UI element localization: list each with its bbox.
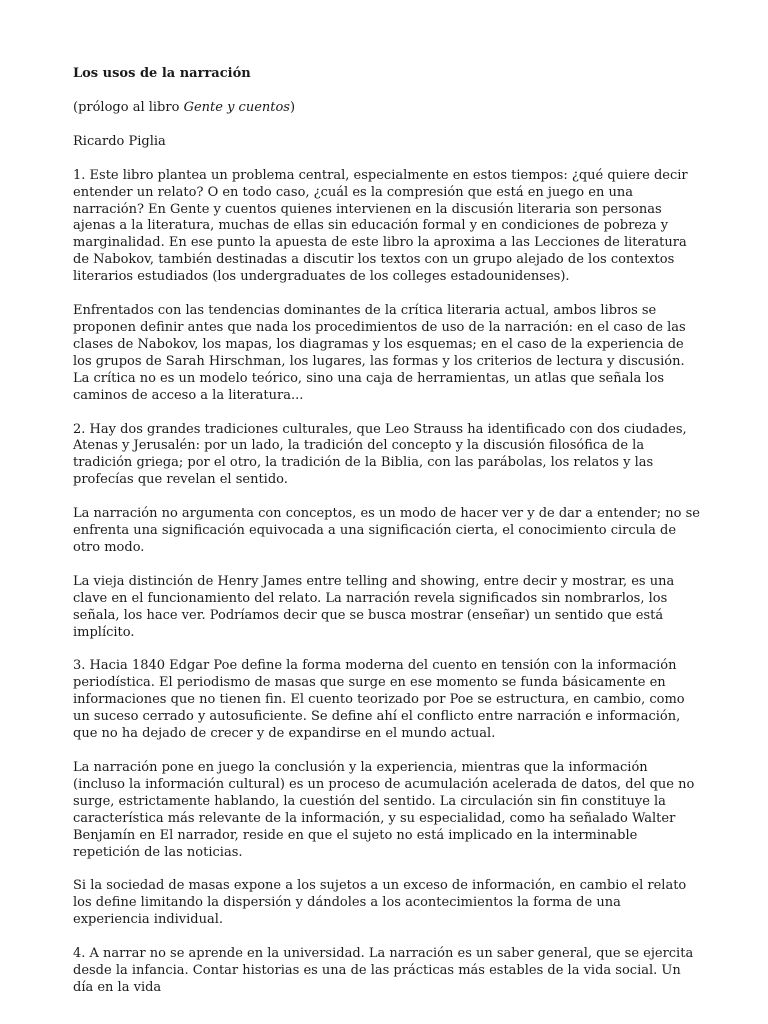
- body-text: [73, 168, 701, 997]
- subtitle-suffix: ): [289, 99, 296, 115]
- document-title: Los usos de la narración: [73, 66, 251, 81]
- subtitle-prefix: (prólogo al libro: [73, 99, 184, 115]
- paragraph-3: 2. Hay dos grandes tradiciones culturales, que Leo Strauss ha identificado con dos ciudades, Atenas y Jerusalén: por un lado, la tradición del concepto y la discusión filosófica de la tradición griega; por el otro, la tradición de la Biblia, con las parábolas, los relatos y las profecías que revelan el sentido.: [73, 421, 687, 488]
- paragraph-2: Enfrentados con las tendencias dominantes de la crítica literaria actual, ambos libros se proponen definir antes que nada los procedimientos de uso de la narración: en el caso de las clases de Nabokov, los mapas, los diagramas y los esquemas; en el caso de la experiencia de los grupos de Sarah Hirschman, los lugares, las formas y los criterios de lectura y discusión. La crítica no es un modelo teórico, sino una caja de herramientas, un atlas que señala los caminos de acceso a la literatura...: [73, 303, 686, 403]
- book-title: Gente y cuentos: [183, 99, 290, 115]
- paragraph-7: La narración pone en juego la conclusión y la experiencia, mientras que la información (incluso la información cultural) es un proceso de acumulación acelerada de datos, del que no surge, estrictamente hablando, la cuestión del sentido. La circulación sin fin constituye la característica más relevante de la información, y su especialidad, como ha señalado Walter Benjamín en El narrador, reside en que el sujeto no está implicado en la interminable repetición de las noticias.: [73, 760, 695, 860]
- paragraph-1: 1. Este libro plantea un problema central, especialmente en estos tiempos: ¿qué quiere decir entender un relato? O en todo caso, ¿cuál es la compresión que está en juego en una narración? En Gente y cuentos quienes intervienen en la discusión literaria son personas ajenas a la literatura, muchas de ellas sin educación formal y en condiciones de pobreza y marginalidad. En ese punto la apuesta de este libro la aproxima a las Lecciones de literatura de Nabokov, también destinadas a discutir los textos con un grupo alejado de los contextos literarios estudiados (los undergraduates de los colleges estadounidenses).: [73, 167, 688, 285]
- paragraph-5: La vieja distinción de Henry James entre telling and showing, entre decir y mostrar, es una clave en el funcionamiento del relato. La narración revela significados sin nombrarlos, los señala, los hace ver. Podríamos decir que se busca mostrar (enseñar) un sentido que está implícito.: [73, 573, 675, 640]
- document-subtitle: [73, 100, 701, 117]
- paragraph-8: Si la sociedad de masas expone a los sujetos a un exceso de información, en cambio el relato los define limitando la dispersión y dándoles a los acontecimientos la forma de una experiencia individual.: [73, 878, 687, 928]
- paragraph-9: 4. A narrar no se aprende en la universidad. La narración es un saber general, que se ejercita desde la infancia. Contar historias es una de las prácticas más estables de la vida social. Un día en la vida: [73, 946, 694, 995]
- paragraph-4: La narración no argumenta con conceptos, es un modo de hacer ver y de dar a entender; no se enfrenta una significación equivocada a una significación cierta, el conocimiento circula de otro modo.: [73, 506, 700, 555]
- author-name: Ricardo Piglia: [73, 133, 166, 149]
- document-page: [73, 66, 701, 997]
- paragraph-6: 3. Hacia 1840 Edgar Poe define la forma moderna del cuento en tensión con la información periodística. El periodismo de masas que surge en ese momento se funda básicamente en informaciones que no tienen fin. El cuento teorizado por Poe se estructura, en cambio, como un suceso cerrado y autosuficiente. Se define ahí el conflicto entre narración e información, que no ha dejado de crecer y de expandirse en el mundo actual.: [73, 658, 685, 742]
